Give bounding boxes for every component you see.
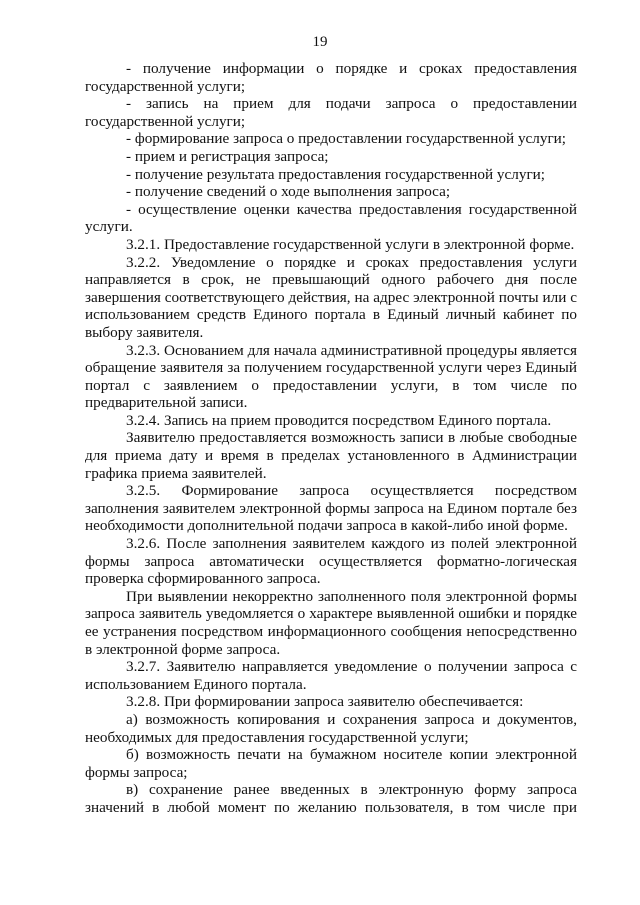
paragraph: 3.2.2. Уведомление о порядке и сроках предоставления услуги направляется в срок, не превышающий одного рабочего дня после завершения соответствующего действия, на адрес электронной почты или с использованием средств Единого портала в Единый личный кабинет по выбору заявителя.	[85, 253, 577, 341]
paragraph: а) возможность копирования и сохранения запроса и документов, необходимых для предоставления государственной услуги;	[85, 710, 577, 746]
paragraph: 3.2.8. При формировании запроса заявителю обеспечивается:	[126, 693, 524, 711]
paragraph: 3.2.7. Заявителю направляется уведомление о получении запроса с использованием Единого портала.	[85, 658, 577, 693]
paragraph: - осуществление оценки качества предоставления государственной услуги.	[85, 200, 577, 236]
paragraph: - получение результата предоставления государственной услуги;	[126, 165, 546, 183]
paragraph: - получение сведений о ходе выполнения запроса;	[126, 183, 451, 201]
document-body	[85, 60, 577, 817]
paragraph: - запись на прием для подачи запроса о предоставлении государственной услуги;	[85, 95, 577, 130]
page-number: 19	[312, 34, 328, 50]
paragraph: в) сохранение ранее введенных в электронную форму запроса значений в любой момент по желанию пользователя, в том числе при	[85, 781, 577, 816]
paragraph: 3.2.1. Предоставление государственной услуги в электронной форме.	[126, 235, 575, 253]
paragraph: - получение информации о порядке и сроках предоставления государственной услуги;	[85, 60, 577, 95]
paragraph: Заявителю предоставляется возможность записи в любые свободные для приема дату и время в пределах установленного в Администрации графика приема заявителей.	[85, 429, 577, 482]
paragraph: 3.2.3. Основанием для начала административной процедуры является обращение заявителя за получением государственной услуги через Единый портал с заявлением о предоставлении услуги, в том числе по предварительной записи.	[85, 341, 577, 412]
paragraph: б) возможность печати на бумажном носителе копии электронной формы запроса;	[85, 746, 577, 781]
paragraph: При выявлении некорректно заполненного поля электронной формы запроса заявитель уведомляется о характере выявленной ошибки и порядке ее устранения посредством информационного сообщения непосредственно в электронной форме запроса.	[85, 587, 577, 658]
paragraph: 3.2.5. Формирование запроса осуществляется посредством заполнения заявителем электронной формы запроса на Едином портале без необходимости дополнительной подачи запроса в какой-либо иной форме.	[85, 482, 577, 535]
paragraph: 3.2.4. Запись на прием проводится посредством Единого портала.	[126, 411, 552, 429]
paragraph: 3.2.6. После заполнения заявителем каждого из полей электронной формы запроса автоматически осуществляется форматно-логическая проверка сформированного запроса.	[85, 535, 577, 588]
paragraph: - прием и регистрация запроса;	[126, 147, 329, 165]
paragraph: - формирование запроса о предоставлении государственной услуги;	[126, 130, 567, 148]
